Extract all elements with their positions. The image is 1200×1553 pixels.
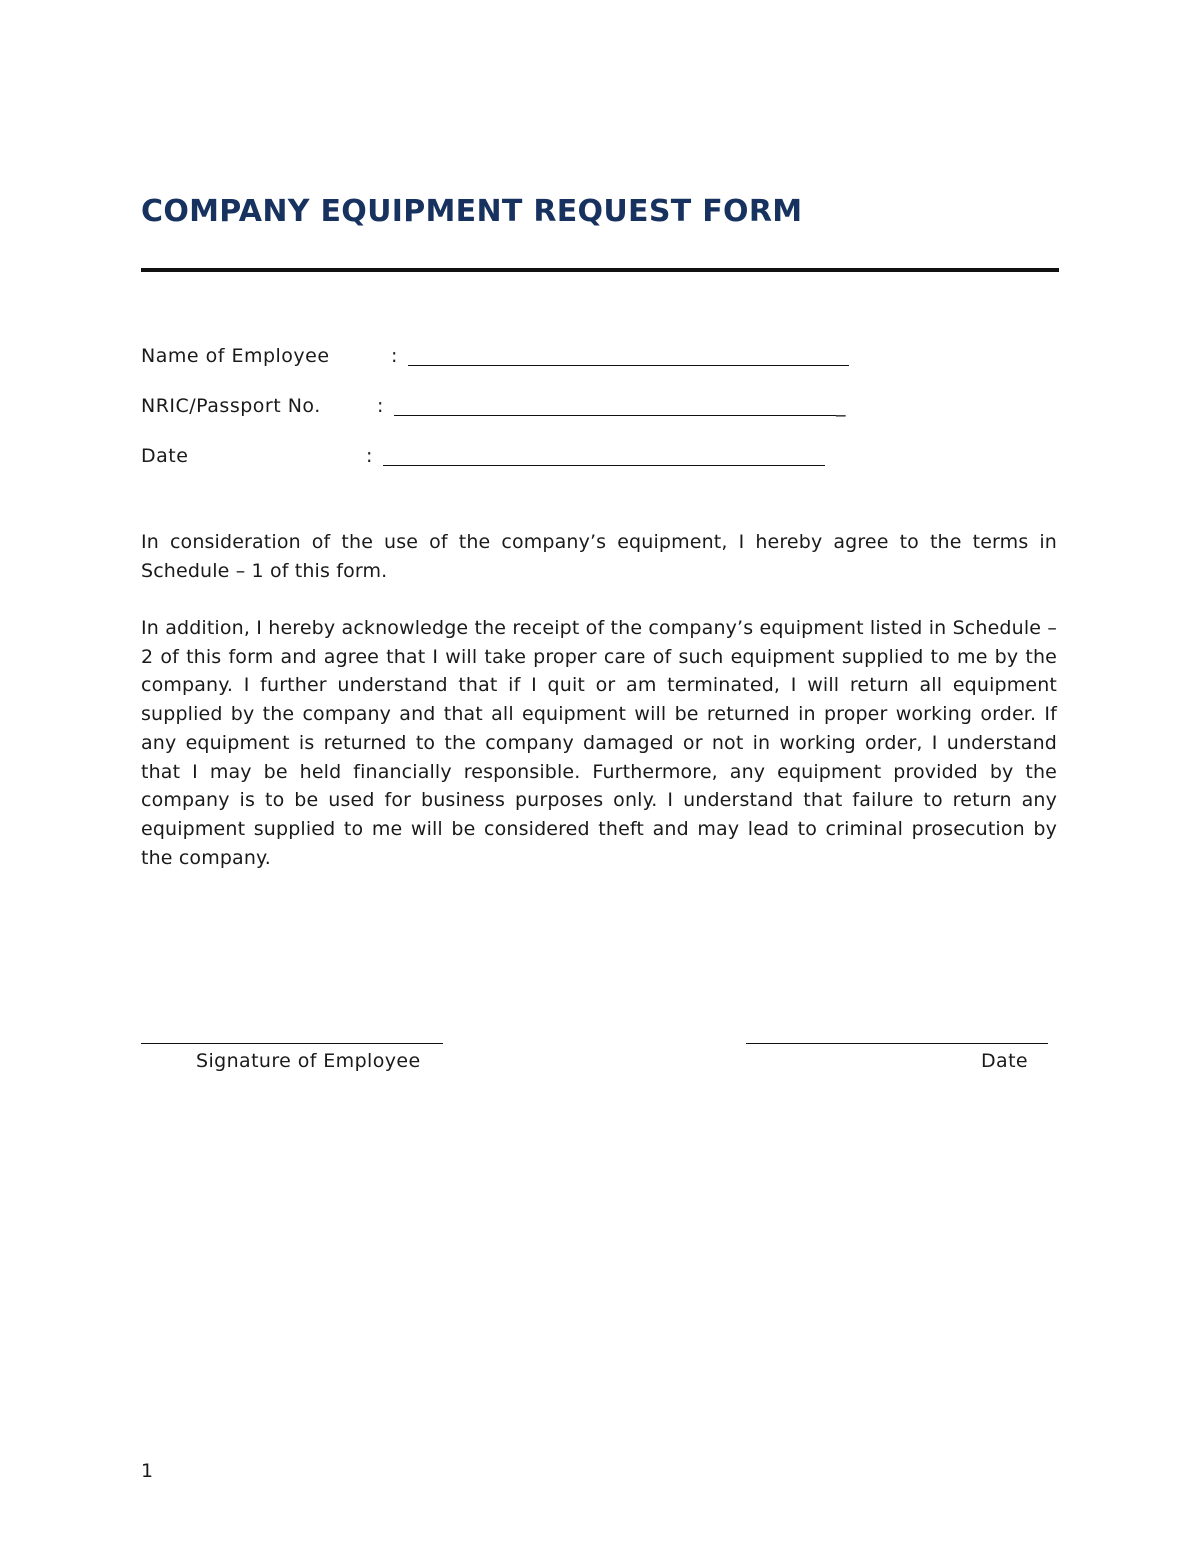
signature-of-employee-label: Signature of Employee (196, 1050, 421, 1072)
title-divider (141, 268, 1059, 272)
employee-signature-line[interactable] (141, 1043, 443, 1044)
field-label: Name of Employee (141, 345, 330, 367)
field-colon: : (391, 345, 398, 367)
field-label: Date (141, 445, 189, 467)
date-blank-line[interactable] (383, 465, 825, 466)
page-number: 1 (141, 1460, 154, 1482)
field-colon: : (366, 445, 373, 467)
field-colon: : (377, 395, 384, 417)
signature-date-line[interactable] (746, 1043, 1048, 1044)
consideration-paragraph: In consideration of the use of the company’s equipment, I hereby agree to the terms in Schedule – 1 of this form. (141, 531, 1057, 582)
name-of-employee-blank-line[interactable] (408, 365, 849, 366)
acknowledgement-paragraph: In addition, I hereby acknowledge the receipt of the company’s equipment listed in Schedule – 2 of this form and agree that I will take proper care of such equipment supplied to me by the company. I further understand that if I quit or am terminated, I will return all equipment supplied by the company and that all equipment will be returned in proper working order. If any equipment is returned to the company damaged or not in working order, I understand that I may be held financially responsible. Furthermore, any equipment provided by the company is to be used for business purposes only. I understand that failure to return any equipment supplied to me will be considered theft and may lead to criminal prosecution by the company. (141, 617, 1057, 869)
field-label: NRIC/Passport No. (141, 395, 321, 417)
signature-date-label: Date (981, 1050, 1029, 1072)
field-trailing-underscore: _ (836, 395, 846, 417)
form-title: COMPANY EQUIPMENT REQUEST FORM (141, 194, 803, 229)
nric-passport-blank-line[interactable] (394, 415, 836, 416)
